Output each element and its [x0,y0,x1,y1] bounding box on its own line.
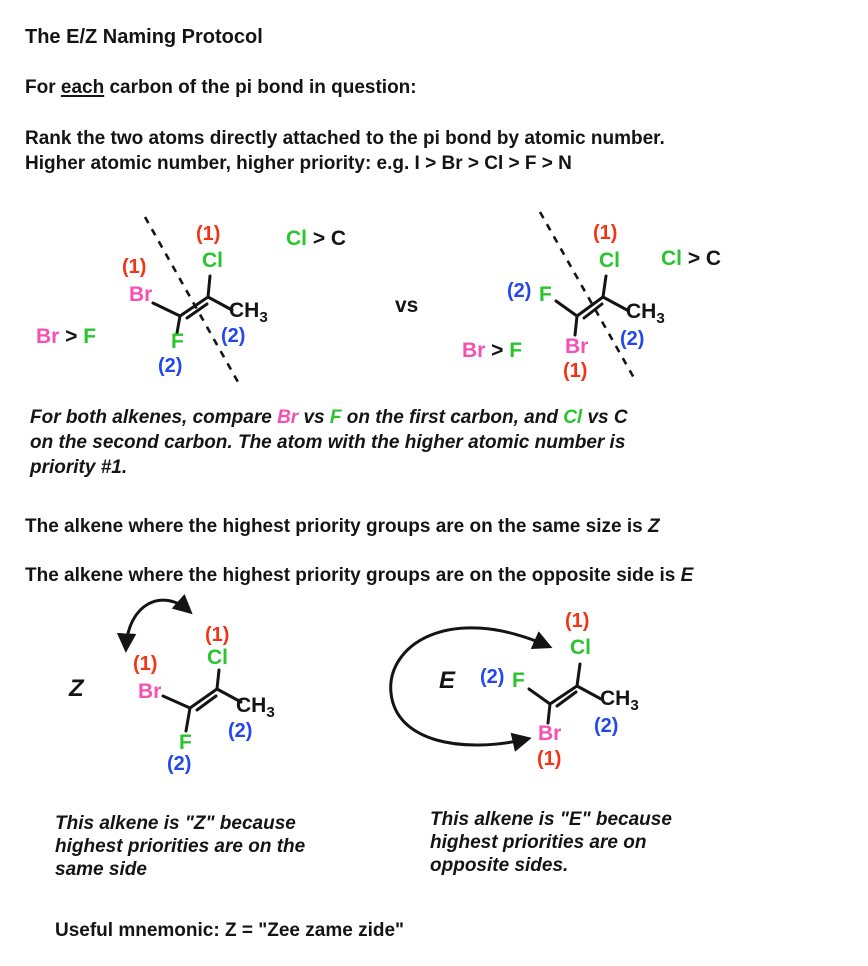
explanation-line1: For both alkenes, compare Br vs F on the first carbon, and Cl vs C [30,407,628,428]
atom-label-br: Br [138,680,162,703]
priority-1-label: (1) [196,223,221,245]
molecule-bonds-bottom-right [529,664,601,723]
atom-label-cl: Cl [207,646,228,669]
comparison-cl-gt-c: Cl > C [286,227,347,250]
vs-label: vs [395,294,419,317]
atom-label-cl: Cl [202,249,223,272]
z-isomer-letter: Z [69,675,84,702]
atom-label-f: F [171,330,184,353]
priority-1-label: (1) [122,256,147,278]
atom-label-ch3: $CH_3$ [229,299,268,327]
e-isomer-letter: E [439,667,456,694]
atom-label-cl: Cl [570,636,591,659]
priority-1-label: (1) [593,222,618,244]
comparison-br-gt-f: Br > F [462,339,523,362]
priority-1-label: (1) [565,610,590,632]
atom-label-f: F [539,283,552,306]
priority-2-label: (2) [158,355,183,377]
each-underlined: each [60,77,105,98]
priority-2-label: (2) [167,753,192,775]
rank-rule-line1: Rank the two atoms directly attached to the pi bond by atomic number. [25,128,665,149]
same-side-rule: The alkene where the highest priority groups are on the same size is Z [25,516,660,537]
priority-1-label: (1) [537,748,562,770]
priority-2-label: (2) [221,325,246,347]
atom-label-ch3: $CH_3$ [236,694,275,722]
priority-2-label: (2) [228,720,253,742]
comparison-br-gt-f: Br > F [36,325,97,348]
opposite-side-rule: The alkene where the highest priority groups are on the opposite side is E [25,565,694,586]
atom-label-ch3: $CH_3$ [626,300,665,328]
for-each-carbon-line: For each carbon of the pi bond in question: [25,77,417,98]
z-isomer-caption: This alkene is "Z" because highest priorities are on the same side [55,813,306,880]
atom-label-ch3: $CH_3$ [600,687,639,715]
page-title: The E/Z Naming Protocol [25,26,263,48]
priority-1-label: (1) [133,653,158,675]
rank-rule-line2: Higher atomic number, higher priority: e.g. I > Br > Cl > F > N [25,153,572,174]
atom-label-cl: Cl [599,249,620,272]
comparison-explanation [30,405,628,480]
priority-2-label: (2) [620,328,645,350]
explanation-line3: priority #1. [30,457,128,478]
priority-2-label: (2) [480,666,505,688]
explanation-line2: on the second carbon. The atom with the higher atomic number is [30,432,626,453]
priority-2-label: (2) [594,715,619,737]
mnemonic-line: Useful mnemonic: Z = "Zee zame zide" [55,920,405,941]
atom-label-br: Br [538,722,562,745]
atom-label-f: F [179,731,192,754]
priority-1-label: (1) [205,624,230,646]
comparison-cl-gt-c: Cl > C [661,247,722,270]
atom-label-br: Br [129,283,153,306]
atom-label-br: Br [565,335,589,358]
rank-rule-paragraph [25,126,665,176]
atom-label-f: F [512,669,525,692]
priority-1-label: (1) [563,360,588,382]
same-side-double-headed-arrow-icon [126,600,189,648]
molecule-bonds-top-right [556,276,627,335]
priority-2-label: (2) [507,280,532,302]
e-isomer-caption: This alkene is "E" because highest priorities are on opposite sides. [430,809,672,876]
